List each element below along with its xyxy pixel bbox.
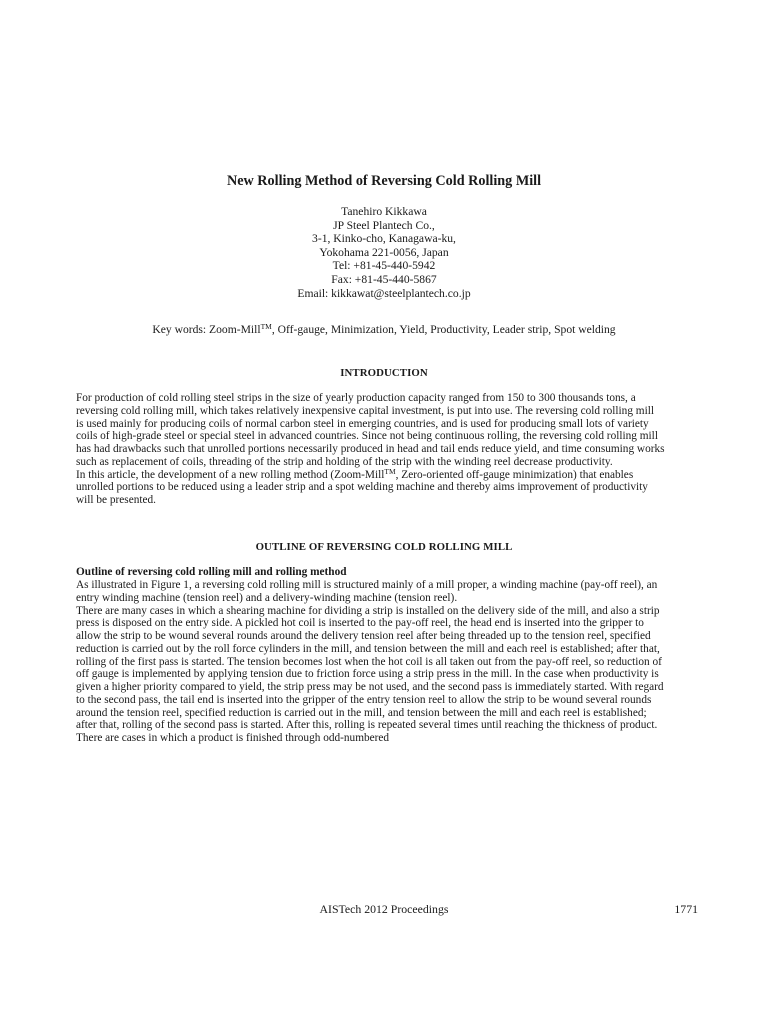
outline-line: around the tension reel, specified reduction is carried out in the mill, and tension between the mill and each reel is established; xyxy=(76,706,647,719)
author-email[interactable]: Email: kikkawat@steelplantech.co.jp xyxy=(297,286,471,300)
intro-line7-prefix: In this article, the development of a new rolling method (Zoom-Mill xyxy=(76,468,385,481)
outline-heading: OUTLINE OF REVERSING COLD ROLLING MILL xyxy=(255,541,513,553)
intro-line7-rest: , Zero-oriented off-gauge minimization) that enables xyxy=(395,468,634,481)
outline-line: after that, rolling of the second pass is started. After this, rolling is repeated several times until reaching the thickness of product. xyxy=(76,719,658,732)
intro-line: such as replacement of coils, threading of the strip and holding of the strip with the winding reel decrease productivity. xyxy=(76,455,613,468)
outline-line: off gauge is implemented by applying tension due to friction force using a strip press in the mill. In the case when productivity is xyxy=(76,668,659,681)
outline-line: to the second pass, the tail end is inserted into the gripper of the entry tension reel to allow the strip to be wound several rounds xyxy=(76,693,652,706)
intro-line: coils of high-grade steel or special steel in advanced countries. Since not being continuous rolling, the reversing cold rolling mill xyxy=(76,430,658,443)
author-block xyxy=(0,205,768,300)
outline-line: There are cases in which a product is finished through odd-numbered xyxy=(76,732,390,744)
intro-line7-trademark: TM xyxy=(384,466,396,476)
author-name: Tanehiro Kikkawa xyxy=(341,205,427,218)
intro-line: has had drawbacks such that unrolled portions necessarily produced in head and tail ends reduce yield, and time consuming works xyxy=(76,443,665,455)
outline-line: As illustrated in Figure 1, a reversing cold rolling mill is structured mainly of a mill proper, a winding machine (pay-off reel), an xyxy=(76,579,658,591)
keywords-prefix: Key words: Zoom-Mill xyxy=(152,323,261,336)
outline-line: rolling of the first pass is started. The tension becomes lost when the hot coil is all taken out from the pay-off reel, so reduction of xyxy=(76,655,662,668)
keywords-trademark: TM xyxy=(260,322,272,331)
intro-line-with-trademark xyxy=(76,466,702,482)
author-address-line2: Yokohama 221-0056, Japan xyxy=(319,245,449,259)
footer-proceedings: AISTech 2012 Proceedings xyxy=(319,902,449,916)
intro-line: will be presented. xyxy=(76,494,156,506)
intro-line: is used mainly for producing coils of normal carbon steel in emerging countries, and is used for producing small lots of variety xyxy=(76,417,649,430)
keywords-list: , Off-gauge, Minimization, Yield, Productivity, Leader strip, Spot welding xyxy=(271,323,616,336)
author-fax: Fax: +81-45-440-5867 xyxy=(331,272,437,286)
author-tel: Tel: +81-45-440-5942 xyxy=(332,259,436,273)
intro-line: For production of cold rolling steel strips in the size of yearly production capacity ranged from 150 to 300 thousands tons, a xyxy=(76,392,636,404)
footer-page-number: 1771 xyxy=(674,902,698,916)
introduction-body xyxy=(76,392,702,507)
keywords xyxy=(0,323,768,337)
intro-line: unrolled portions to be reduced using a leader strip and a spot welding machine and thereby aims improvement of productivity xyxy=(76,481,648,494)
author-address-line1: 3-1, Kinko-cho, Kanagawa-ku, xyxy=(312,232,456,246)
paper-title: New Rolling Method of Reversing Cold Rolling Mill xyxy=(226,173,542,189)
introduction-heading: INTRODUCTION xyxy=(340,367,428,379)
outline-line: There are many cases in which a shearing machine for dividing a strip is installed on the delivery side of the mill, and also a strip xyxy=(76,604,660,617)
outline-line: reduction is carried out by the roll force cylinders in the mill, and tension between the mill and each reel is established; after that, xyxy=(76,642,660,655)
author-company: JP Steel Plantech Co., xyxy=(333,218,435,232)
outline-line: allow the strip to be wound several rounds around the delivery tension reel after being threaded up to the tension reel, specified xyxy=(76,630,651,642)
outline-body xyxy=(76,579,702,745)
outline-subheading: Outline of reversing cold rolling mill and rolling method xyxy=(76,566,347,578)
intro-line: reversing cold rolling mill, which takes relatively inexpensive capital investment, is put into use. The reversing cold rolling mill xyxy=(76,404,654,417)
outline-line: press is disposed on the entry side. A pickled hot coil is inserted to the pay-off reel, the head end is inserted into the gripper to xyxy=(76,617,644,630)
outline-line: entry winding machine (tension reel) and a delivery-winding machine (tension reel). xyxy=(76,591,458,604)
outline-line: given a higher priority compared to yield, the strip press may be not used, and the second pass is immediately started. With regard xyxy=(76,681,664,693)
